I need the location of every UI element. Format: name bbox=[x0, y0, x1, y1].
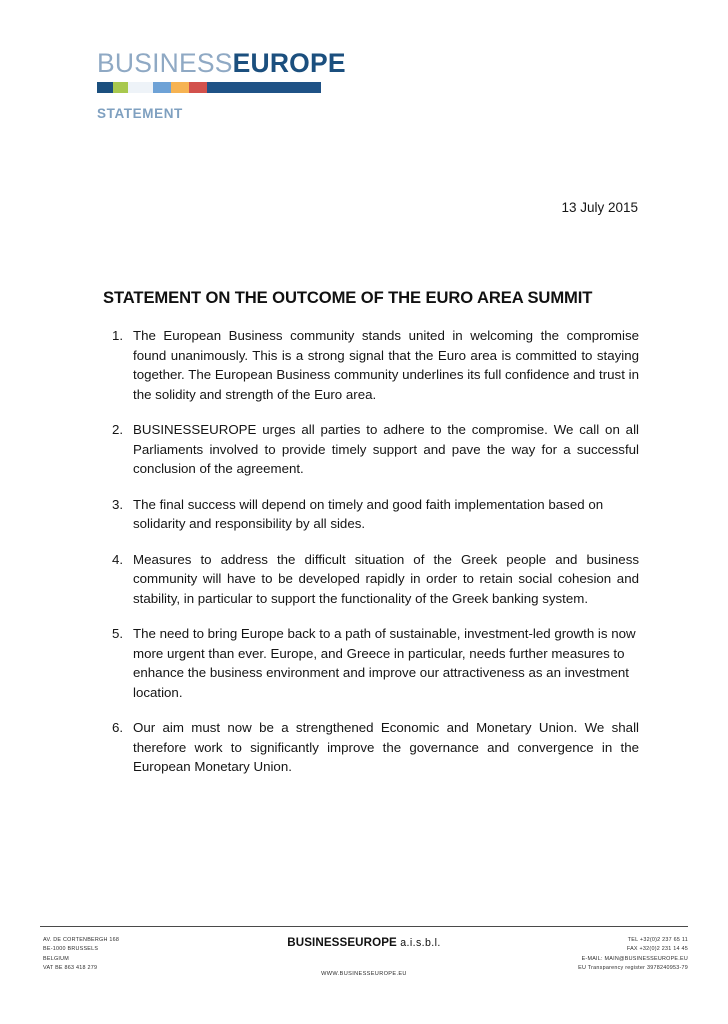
footer-address-block bbox=[43, 936, 119, 974]
footer-contact-block bbox=[578, 936, 688, 974]
logo-wordmark bbox=[97, 48, 346, 78]
logo-bar-segment-2 bbox=[113, 82, 129, 93]
statement-item bbox=[103, 495, 639, 534]
statement-item-text: The European Business community stands united in welcoming the compromise found unanimously. This is a strong signal that the Euro area is committed to staying together. The European Business community underlines its full confidence and trust in the solidity and strength of the Euro area. bbox=[133, 328, 639, 402]
statement-paragraph-list bbox=[103, 326, 639, 793]
footer-telephone: TEL +32(0)2 237 65 11 bbox=[627, 937, 688, 943]
footer-divider bbox=[40, 926, 688, 927]
footer-organisation-label: BUSINESSEUROPE bbox=[287, 936, 397, 949]
logo-word-europe: EUROPE bbox=[232, 48, 346, 78]
statement-item-number: 1. bbox=[112, 328, 124, 343]
logo-bar-segment-7 bbox=[207, 82, 321, 93]
footer-transparency-register: EU Transparency register 3978240953-79 bbox=[578, 965, 688, 972]
statement-item-text: Measures to address the difficult situation of the Greek people and business community will have to be developed rapidly in order to retain social cohesion and stability, in particular to support the functionality of the Greek banking system. bbox=[133, 551, 639, 606]
footer-fax: FAX +32(0)2 231 14 45 bbox=[626, 946, 688, 953]
statement-item-text: The need to bring Europe back to a path of sustainable, investment-led growth is now more urgent than ever. Europe, and Greece in particular, needs further measures to enhance the business environment and improve our attractiveness as an investment location. bbox=[133, 626, 636, 700]
statement-item-number: 3. bbox=[112, 496, 124, 512]
footer-legal-form: a.i.s.b.l. bbox=[400, 937, 441, 949]
footer-vat-number: VAT BE 863 418 279 bbox=[43, 965, 98, 972]
logo-bar-segment-1 bbox=[97, 82, 113, 93]
statement-item bbox=[103, 326, 639, 404]
statement-item-number: 5. bbox=[112, 626, 124, 641]
statement-item-text: The final success will depend on timely and good faith implementation based on solidarity and responsibility by all sides. bbox=[133, 496, 604, 531]
logo-subtitle: STATEMENT bbox=[97, 106, 183, 121]
statement-item bbox=[103, 624, 639, 702]
footer-organisation-block bbox=[234, 936, 494, 979]
statement-item bbox=[103, 718, 639, 777]
footer-website-link[interactable]: WWW.BUSINESSEUROPE.EU bbox=[321, 971, 407, 977]
logo-bar-segment-3 bbox=[128, 82, 153, 93]
statement-item bbox=[103, 550, 639, 609]
document-date: 13 July 2015 bbox=[561, 200, 638, 215]
logo-word-business: BUSINESS bbox=[97, 48, 233, 78]
page-footer bbox=[40, 936, 688, 996]
logo-color-bar bbox=[97, 82, 321, 93]
page-title: STATEMENT ON THE OUTCOME OF THE EURO AREA SUMMIT bbox=[103, 288, 593, 307]
footer-address-street: AV. DE CORTENBERGH 168 bbox=[43, 937, 120, 943]
logo-bar-segment-6 bbox=[189, 82, 207, 93]
footer-address-city: BE-1000 BRUSSELS bbox=[43, 946, 99, 953]
statement-item-number: 4. bbox=[112, 551, 124, 567]
footer-organisation-name bbox=[234, 936, 494, 950]
footer-address-country: BELGIUM bbox=[43, 955, 70, 962]
statement-item bbox=[103, 420, 639, 479]
statement-item-text: Our aim must now be a strengthened Economic and Monetary Union. We shall therefore work to significantly improve the governance and convergence in the European Monetary Union. bbox=[133, 720, 639, 774]
statement-item-number: 6. bbox=[112, 720, 124, 735]
footer-email[interactable]: E-MAIL: MAIN@BUSINESSEUROPE.EU bbox=[581, 955, 688, 962]
statement-item-number: 2. bbox=[112, 422, 124, 437]
logo-bar-segment-5 bbox=[171, 82, 189, 93]
statement-item-text: BUSINESSEUROPE urges all parties to adhere to the compromise. We call on all Parliaments involved to provide timely support and pave the way for a successful conclusion of the agreement. bbox=[133, 422, 639, 476]
logo-bar-segment-4 bbox=[153, 82, 171, 93]
businesseurope-logo bbox=[97, 48, 346, 121]
